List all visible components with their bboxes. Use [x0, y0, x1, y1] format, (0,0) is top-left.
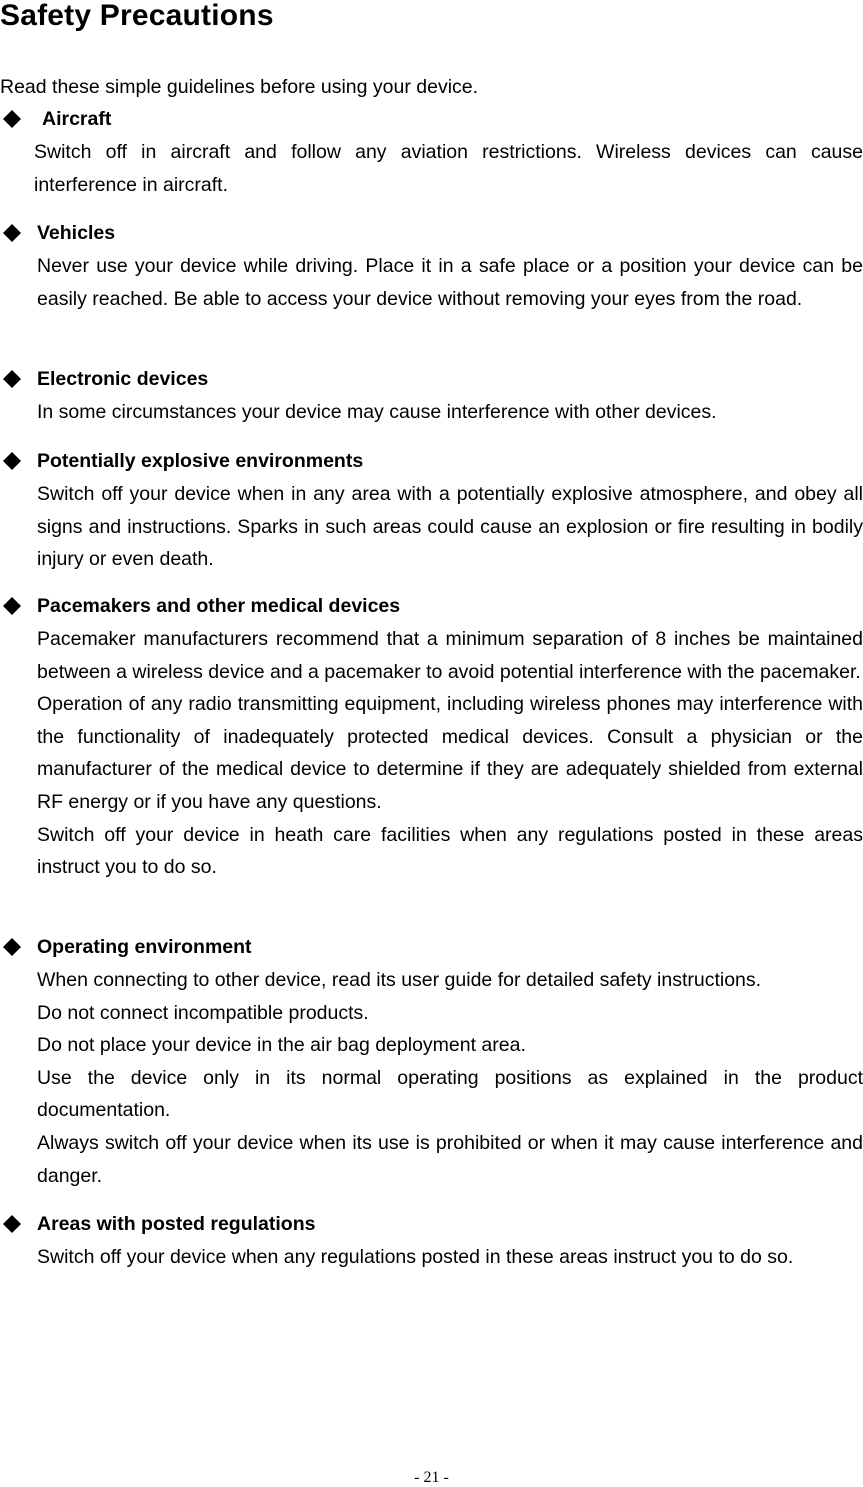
section-body-electronic-devices: [37, 396, 863, 429]
paragraph: Operation of any radio transmitting equipment, including wireless phones may interference with the functionality of inadequately protected medical devices. Consult a physician or the manufacturer of the medical device to determine if they are adequately shielded from external RF energy or if you have any questions.: [37, 693, 863, 813]
diamond-bullet-icon: [2, 596, 22, 616]
section-heading-vehicles: Vehicles: [37, 222, 116, 244]
paragraph: Pacemaker manufacturers recommend that a minimum separation of 8 inches be maintained between a wireless device and a pacemaker to avoid potential interference with the pacemaker.: [37, 628, 863, 683]
paragraph: Use the device only in its normal operating positions as explained in the product documentation.: [37, 1066, 863, 1122]
section-heading-explosive-environments: Potentially explosive environments: [37, 450, 364, 472]
section-heading-operating-environment: Operating environment: [37, 936, 252, 958]
section-body-operating-environment: [37, 964, 863, 1192]
page-title: Safety Precautions: [0, 0, 274, 32]
section-body-posted-regulations: [37, 1241, 863, 1274]
section-heading-electronic-devices: Electronic devices: [37, 368, 209, 390]
diamond-bullet-icon: [2, 451, 22, 471]
paragraph: When connecting to other device, read its user guide for detailed safety instructions.: [37, 969, 762, 991]
paragraph: Never use your device while driving. Place it in a safe place or a position your device can be easily reached. Be able to access your device without removing your eyes from the road.: [37, 255, 863, 310]
section-body-pacemakers: [37, 623, 863, 884]
section-body-explosive-environments: [37, 478, 863, 576]
paragraph: In some circumstances your device may cause interference with other devices.: [37, 401, 717, 423]
section-heading-pacemakers: Pacemakers and other medical devices: [37, 595, 401, 617]
section-body-vehicles: [37, 250, 863, 315]
section-heading-posted-regulations: Areas with posted regulations: [37, 1213, 316, 1235]
page-number: - 21 -: [414, 1469, 449, 1486]
intro-text: Read these simple guidelines before using your device.: [0, 76, 479, 98]
diamond-bullet-icon: [2, 223, 22, 243]
paragraph: Do not place your device in the air bag deployment area.: [37, 1034, 526, 1057]
paragraph: Switch off your device in heath care facilities when any regulations posted in these areas instruct you to do so.: [37, 823, 863, 879]
paragraph: Switch off in aircraft and follow any aviation restrictions. Wireless devices can cause interference in aircraft.: [34, 141, 863, 196]
diamond-bullet-icon: [2, 937, 22, 957]
paragraph: Switch off your device when any regulations posted in these areas instruct you to do so.: [37, 1246, 794, 1268]
paragraph: Switch off your device when in any area with a potentially explosive atmosphere, and obey all signs and instructions. Sparks in such areas could cause an explosion or fire resulting in bodily injury or even death.: [37, 483, 863, 571]
paragraph: Do not connect incompatible products.: [37, 1001, 369, 1024]
diamond-bullet-icon: [2, 109, 22, 129]
paragraph: Always switch off your device when its use is prohibited or when it may cause interference and danger.: [37, 1131, 863, 1187]
section-heading-aircraft: Aircraft: [42, 108, 112, 130]
diamond-bullet-icon: [2, 1214, 22, 1234]
section-body-aircraft: [34, 136, 863, 201]
diamond-bullet-icon: [2, 369, 22, 389]
